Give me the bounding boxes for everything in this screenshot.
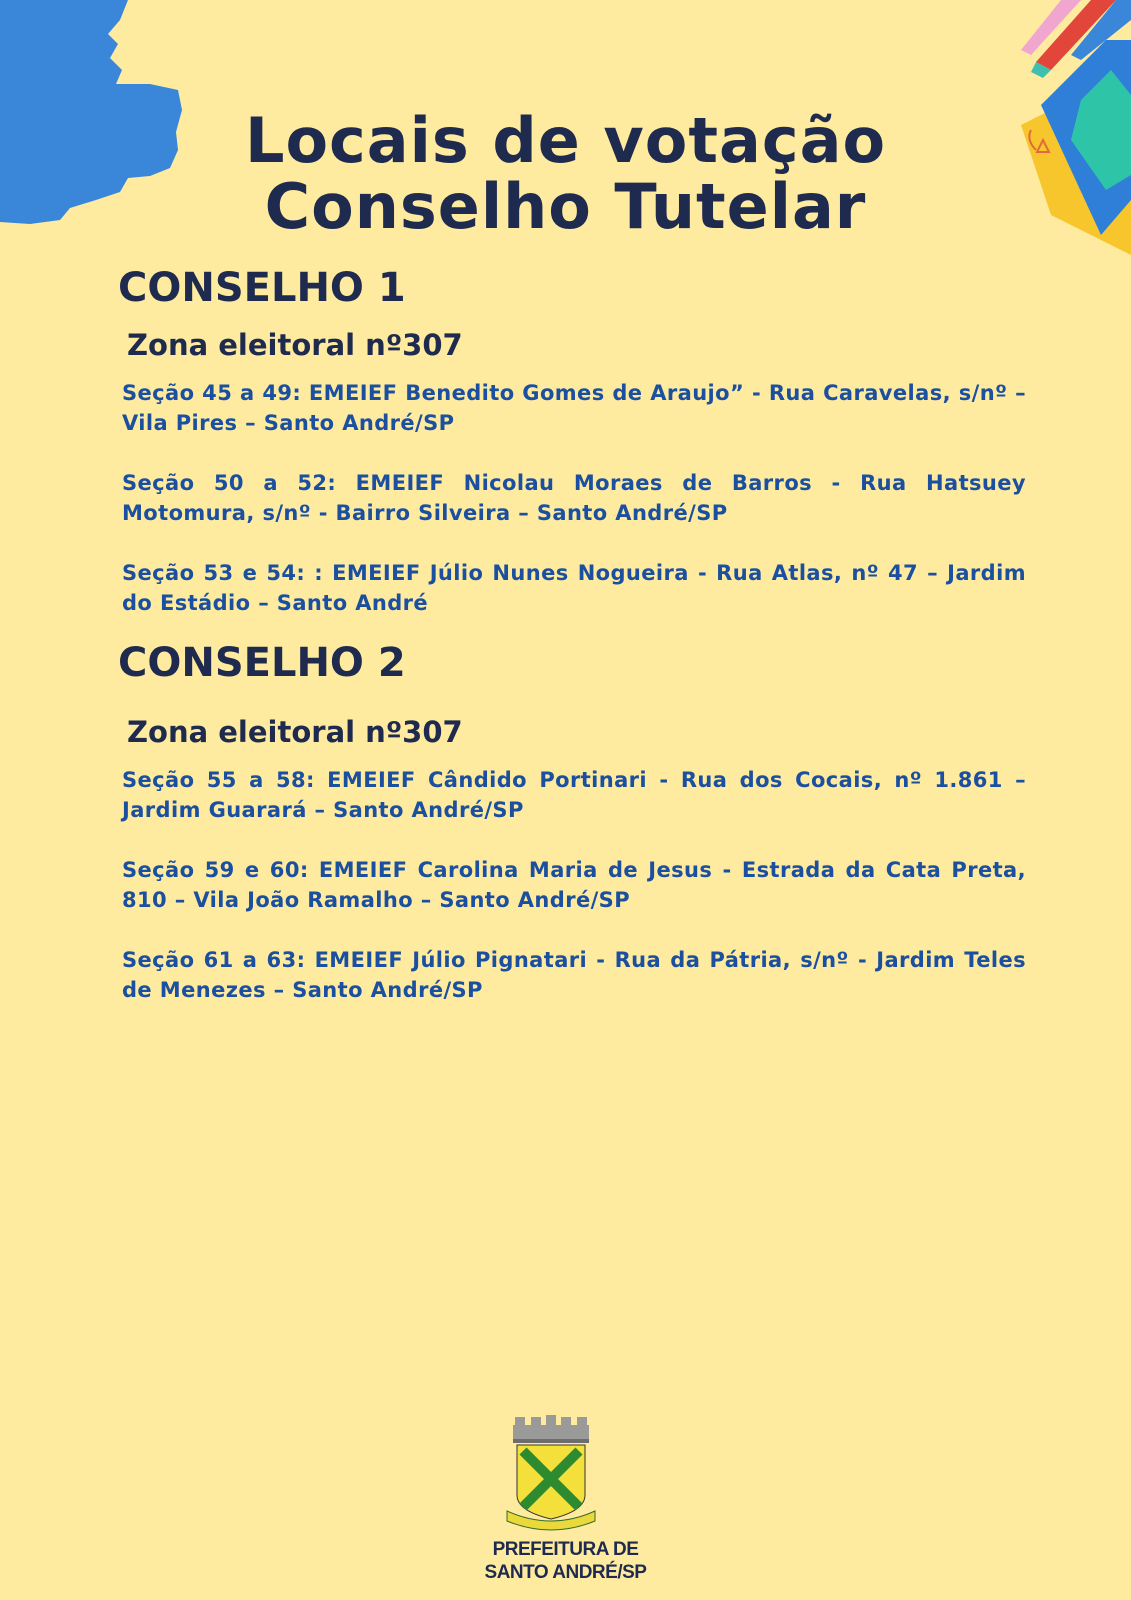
title-line-1: Locais de votação xyxy=(244,104,887,177)
council-1-section-2: Seção 50 a 52: EMEIEF Nicolau Moraes de Barros - Rua Hatsuey Motomura, s/nº - Bairro Silveira – Santo André/SP xyxy=(122,471,1026,525)
council-2-section-2: Seção 59 e 60: EMEIEF Carolina Maria de Jesus - Estrada da Cata Preta, 810 – Vila João Ramalho – Santo André/SP xyxy=(122,858,1026,912)
council-1-heading: CONSELHO 1 xyxy=(118,265,406,311)
council-2-section-3: Seção 61 a 63: EMEIEF Júlio Pignatari - Rua da Pátria, s/nº - Jardim Teles de Menezes – Santo André/SP xyxy=(122,948,1026,1002)
page-title xyxy=(0,104,1131,243)
council-1-section-3: Seção 53 e 54: : EMEIEF Júlio Nunes Nogueira - Rua Atlas, nº 47 – Jardim do Estádio – Santo André xyxy=(122,561,1026,615)
council-2-section-1: Seção 55 a 58: EMEIEF Cândido Portinari - Rua dos Cocais, nº 1.861 – Jardim Guarará – Santo André/SP xyxy=(122,768,1026,822)
title-line-2: Conselho Tutelar xyxy=(264,170,867,243)
council-1-section-1: Seção 45 a 49: EMEIEF Benedito Gomes de Araujo” - Rua Caravelas, s/nº – Vila Pires – Santo André/SP xyxy=(122,381,1026,435)
footer-city-name xyxy=(0,1538,1131,1584)
footer-name-line-2: SANTO ANDRÉ/SP xyxy=(484,1562,647,1583)
council-1-zone: Zona eleitoral nº307 xyxy=(127,328,463,362)
footer-name-line-1: PREFEITURA DE xyxy=(492,1539,639,1560)
council-2-heading: CONSELHO 2 xyxy=(118,640,406,686)
city-crest-icon xyxy=(505,1415,597,1535)
council-2-zone: Zona eleitoral nº307 xyxy=(127,715,463,749)
